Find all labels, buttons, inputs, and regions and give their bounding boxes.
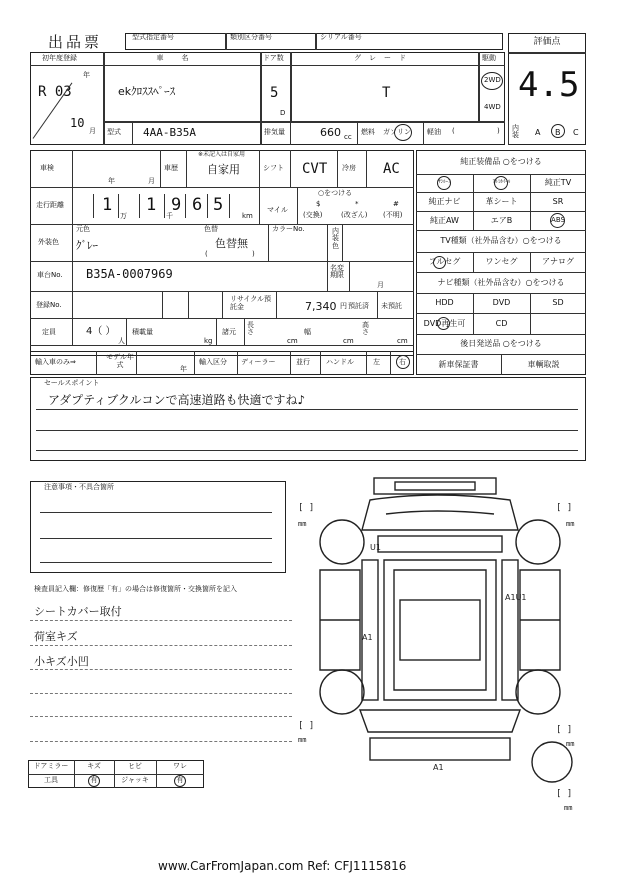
mm-rr: mm [566, 740, 575, 748]
handle-label: ハンドル [326, 358, 354, 366]
serial-label: シリアル番号 [320, 33, 362, 41]
fuel-gasoline: ガソリン [383, 128, 411, 136]
mark-right-door: A1U1 [505, 593, 527, 602]
own-use-note: ※未記入は自家用 [198, 151, 246, 158]
navi-sd: SD [552, 298, 564, 307]
dimensions-label: 諸元 [222, 328, 236, 336]
cc-unit: cc [344, 133, 352, 141]
mm-fr: mm [566, 520, 575, 528]
recycle-unit: 円 [340, 302, 347, 310]
doors-label: ドア数 [263, 54, 284, 62]
equip-alloy: ｱﾙﾐﾎｲｰﾙ [492, 179, 511, 185]
mark-rear-bumper: A1 [433, 763, 444, 772]
legend-jack: ジャッキ [121, 776, 149, 784]
legend-crack: ヒビ [128, 762, 142, 770]
mm-rl: mm [298, 736, 307, 744]
model-year-label: モデル年式 [106, 353, 134, 370]
load-label: 積載量 [132, 328, 153, 336]
sales-label: セールスポイント [44, 379, 100, 387]
mileage-label: 走行距離 [36, 201, 64, 209]
recycle-not: 未預託 [381, 302, 402, 310]
legend-tools-yes: 有 [90, 776, 98, 784]
odo-swap: (交換) [303, 211, 323, 219]
capacity-value: 4（ ） [86, 326, 116, 337]
navi-dvd-play: DVD再生可 [423, 319, 466, 328]
mileage-digit-5: 5 [213, 195, 224, 215]
unit-sen: 千 [166, 212, 173, 220]
dealer-option: ディーラー [241, 358, 276, 366]
mileage-digit-1: 1 [102, 195, 113, 215]
length-unit: cm [287, 337, 298, 345]
odo-alter-sym: * [355, 200, 359, 208]
capacity-label: 定員 [42, 328, 56, 336]
legend-break: ワレ [173, 762, 187, 770]
month-unit: 月 [89, 127, 96, 135]
docs-title: 後日発送品 ○をつける [460, 339, 542, 348]
repaint-paren-open: ( [205, 250, 208, 258]
odo-unknown: (不明) [383, 211, 403, 219]
height-unit: cm [397, 337, 408, 345]
load-unit: kg [204, 337, 213, 345]
reg-no-label: 登録No. [36, 301, 62, 309]
bracket-rl: [ ] [298, 721, 315, 731]
year-unit: 年 [83, 71, 90, 79]
width-unit: cm [343, 337, 354, 345]
repaint-value: 色替無 [215, 237, 248, 250]
inspection-year: 年 [108, 177, 115, 185]
header-code-box [125, 33, 503, 50]
color-number-label: カラーNo. [272, 225, 305, 233]
tv-oneseg: ワンセグ [485, 257, 518, 266]
model-year-unit: 年 [180, 365, 187, 373]
width-label: 幅 [304, 328, 311, 336]
chassis-label: 車台No. [37, 271, 63, 279]
tv-fullseg-circle [433, 256, 446, 269]
repaint-paren-close: ) [252, 250, 255, 258]
score-value: 4.5 [518, 65, 580, 105]
mark-front: U1 [370, 543, 381, 552]
car-name-label: 車名 [156, 54, 207, 62]
fuel-label: 燃料 [361, 128, 375, 136]
equip-title: 純正装備品 ○をつける [460, 157, 542, 166]
displacement-label: 排気量 [264, 128, 285, 136]
equip-tv: 純正TV [544, 178, 572, 187]
inspection-label: 車検 [40, 164, 54, 172]
tv-title: TV種類（社外品含む）○をつける [440, 236, 562, 245]
score-label: 評価点 [533, 37, 561, 47]
form-title: 出品票 [48, 33, 103, 51]
car-name: ekｸﾛｽｽﾍﾟｰｽ [118, 85, 176, 98]
history-value: 自家用 [207, 163, 240, 176]
navi-dvd: DVD [492, 298, 511, 307]
equip-abs-circle [550, 213, 565, 228]
tv-fullseg: フルセグ [428, 257, 461, 266]
odo-alter: (改ざん) [341, 211, 368, 219]
recycle-deposited: 預託済 [348, 302, 369, 310]
first-reg-month: 10 [70, 116, 85, 130]
orig-color-label: 元色 [76, 225, 90, 233]
docs-warranty: 新車保証書 [438, 360, 479, 369]
mm-spare: mm [564, 804, 573, 810]
legend-scratch: キズ [87, 762, 101, 770]
fuel-circle [394, 124, 412, 141]
bracket-rr: [ ] [556, 725, 573, 735]
footer-watermark: www.CarFromJapan.com Ref: CFJ1115816 [158, 859, 407, 873]
equip-alloy-circle [494, 176, 508, 190]
door-count: 5 [270, 85, 279, 101]
odo-swap-sym: $ [316, 200, 321, 208]
odo-unknown-sym: # [393, 200, 399, 208]
note-line-1: シートカバー取付 [34, 605, 122, 618]
interior-color-label: 内装色 [332, 227, 339, 250]
color-change-label: 色替 [204, 225, 218, 233]
mileage-digit-4: 6 [192, 195, 203, 215]
odo-note: ○をつける [318, 189, 353, 197]
interior-c: C [573, 128, 579, 137]
parallel-option: 並行 [296, 358, 310, 366]
interior-a: A [535, 128, 541, 137]
equip-sunroof-circle [437, 176, 451, 190]
inspector-label: 検査員記入欄：修復歴「有」の場合は修復箇所・交換箇所を記入 [34, 585, 237, 593]
model-label: 型式 [107, 128, 121, 136]
class-code-label: 類別区分番号 [230, 33, 272, 41]
model-code-label: 型式指定番号 [132, 33, 174, 41]
unit-man: 万 [120, 212, 127, 220]
tv-analog: アナログ [542, 257, 574, 266]
equip-abs: ABS [551, 216, 565, 224]
capacity-unit: 人 [118, 337, 125, 345]
interior-b: B [555, 128, 561, 137]
mark-left-door: A1 [362, 633, 373, 642]
navi-title: ナビ種類（社外品含む）○をつける [437, 278, 565, 287]
equip-airbag: エアB [490, 216, 513, 225]
name-change-label: 名変期限 [330, 264, 344, 279]
equip-sr: SR [552, 197, 564, 206]
handle-right: 右 [399, 358, 406, 366]
mileage-digit-2: 1 [146, 195, 157, 215]
bracket-spare: [ ] [556, 789, 573, 799]
import-type-label: 輸入区分 [199, 358, 227, 366]
equip-navi: 純正ナビ [428, 197, 461, 206]
model-value: 4AA-B35A [143, 126, 196, 139]
mm-fl: mm [298, 520, 307, 528]
notes-label: 注意事項・不具合箇所 [44, 483, 114, 491]
first-reg-year: R 03 [38, 84, 72, 100]
door-suffix: D [280, 109, 286, 117]
fuel-paren-close: ) [497, 127, 500, 135]
navi-dvd-play-circle [437, 317, 450, 330]
notes-box [30, 481, 286, 573]
unit-km: km [242, 212, 253, 220]
orig-color: ｸﾞﾚｰ [76, 239, 98, 252]
height-label: 高さ [362, 321, 369, 336]
navi-cd: CD [495, 319, 508, 328]
interior-label: 内装 [512, 124, 519, 139]
shift-value: CVT [302, 161, 328, 177]
navi-hdd: HDD [435, 298, 454, 307]
sales-point-box [30, 377, 586, 461]
drive-4wd: 4WD [484, 103, 501, 111]
exterior-color-label: 外装色 [38, 238, 59, 246]
legend-tools: 工具 [44, 776, 58, 784]
equip-aw: 純正AW [430, 216, 459, 225]
docs-manual: 車輌取説 [527, 360, 560, 369]
note-line-3: 小キズ小凹 [34, 655, 89, 668]
mile-label: マイル [267, 206, 288, 214]
history-label: 車歴 [164, 164, 178, 172]
fuel-paren-open: ( [452, 127, 455, 135]
length-label: 長さ [247, 321, 254, 336]
note-line-2: 荷室キズ [34, 630, 78, 643]
shift-label: シフト [263, 164, 284, 172]
legend-jack-yes: 有 [176, 776, 184, 784]
mileage-digit-3: 9 [171, 195, 182, 215]
sales-text: アダプティブクルコンで高速道路も快適ですね♪ [48, 393, 306, 407]
name-change-month: 月 [377, 281, 384, 289]
ac-value: AC [383, 161, 400, 177]
equip-sunroof: ｻﾝﾙｰﾌ [438, 179, 451, 185]
grade-label: グレード [354, 54, 414, 62]
import-label: 輸入車のみ⇒ [35, 358, 76, 366]
handle-left: 左 [373, 358, 380, 366]
equip-leather: 革シート [485, 197, 518, 206]
first-reg-label: 初年度登録 [42, 54, 77, 62]
bracket-fl: [ ] [298, 503, 315, 513]
diesel-label: 軽油 [427, 128, 441, 136]
drive-label: 駆動 [482, 54, 496, 62]
grade-value: T [382, 85, 391, 101]
inspection-month: 月 [148, 177, 155, 185]
recycle-amount: 7,340 [305, 300, 337, 313]
recycle-label: リサイクル預託金 [230, 295, 272, 312]
legend-mirror: ドアミラー [33, 762, 69, 770]
drive-2wd: 2WD [484, 76, 501, 84]
displacement-value: 660 [320, 126, 341, 139]
chassis-value: B35A-0007969 [86, 267, 173, 281]
ac-label: 冷房 [342, 164, 356, 172]
bracket-fr: [ ] [556, 503, 573, 513]
car-damage-diagram [290, 470, 590, 810]
